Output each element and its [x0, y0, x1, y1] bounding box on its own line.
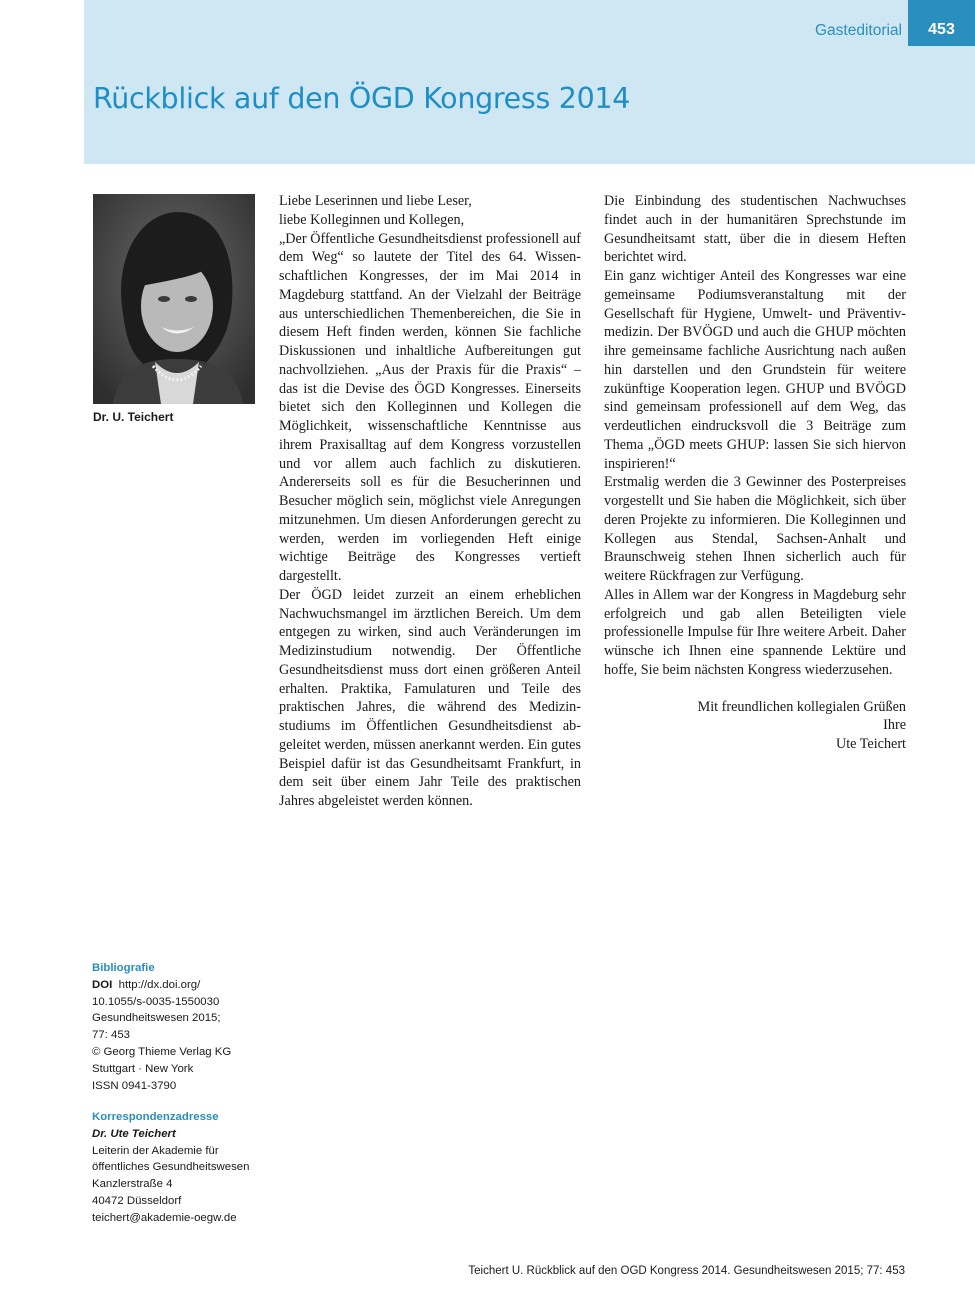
page-number: 453 [928, 21, 955, 38]
portrait-image [93, 194, 255, 404]
closing-block [604, 698, 906, 754]
journal-name: Gesundheitswesen 2015; [92, 1012, 221, 1025]
correspondence-email: teichert@akademie-oegw.de [92, 1211, 237, 1224]
correspondence-city: 40472 Düsseldorf [92, 1194, 182, 1207]
paragraph: Erstmalig werden die 3 Gewinner des Posterpreises vorgestellt und Sie haben die Möglichkeit, sich über deren Projekte zu informieren. Die Kolleginnen und Kollegen aus Stendal, Sachsen-Anhalt und Braunschweig stehen Ihnen sicherlich auch für weitere Rückfragen zur Verfügung. [604, 474, 906, 584]
correspondence-line: öffentliches Gesundheitswesen [92, 1161, 250, 1174]
doi-id: 10.1055/s-0035-1550030 [92, 995, 220, 1008]
issn: ISSN 0941-3790 [92, 1079, 177, 1092]
page-number-box [908, 0, 975, 46]
paragraph: „Der Öffentliche Gesundheitsdienst professionell auf dem Weg“ so lautete der Titel des 64. Wissenschaftlichen Kongresses, der im Mai 2014 in Magdeburg stattfand. An der Vielzahl der Beiträge aus unterschiedlichen Themenbereichen, die Sie in diesem Heft finden werden, können Sie fachliche Diskussionen und inhaltliche Aufbereitungen gut nachvollziehen. „Aus der Praxis für die Praxis“ – das ist die Devise des ÖGD Kongresses. Einerseits bietet sich den Kolleginnen und Kollegen die Möglichkeit, wissenschaftliche Kenntnisse aus ihrem Praxisalltag auf dem Kongress vorzustellen und vor allem auch fachlich zu diskutieren. Andererseits soll es für die Besucherinnen und Besucher möglich sein, möglichst viele Anregungen mitzunehmen. Um diesen Anforderungen gerecht zu werden, werden im vorliegenden Heft einige wichtige Beiträge des Kongresses vertieft dargestellt. [279, 230, 581, 584]
paragraph: Der ÖGD leidet zurzeit an einem erheblichen Nachwuchsmangel im ärztlichen Bereich. Um dem entgegen zu wirken, sind auch Veränderungen im Medizinstudium notwendig. Der Öffentliche Gesundheitsdienst muss dort einen größeren Anteil erhalten. Praktika, Famulaturen und Teile des praktischen Jahres, die während des Medizinstudiums im Öffentlichen Gesundheitsdienst abgeleitet werden, müssen anerkannt werden. Ein gutes Beispiel dafür ist das Gesundheitsamt Frankfurt, in dem seit über einem Jahr Teile des praktischen Jahres abgeleistet werden können. [279, 586, 581, 809]
publisher-place: Stuttgart · New York [92, 1062, 194, 1075]
bibliography-block [92, 960, 231, 1094]
doi-url: http://dx.doi.org/ [118, 978, 201, 991]
section-label: Gasteditorial [814, 22, 902, 39]
correspondence-block [92, 1109, 249, 1227]
correspondence-name: Dr. Ute Teichert [92, 1127, 176, 1140]
greeting-line-2: liebe Kolleginnen und Kollegen, [279, 211, 465, 228]
doi-label: DOI [92, 978, 113, 991]
publisher: © Georg Thieme Verlag KG [92, 1045, 232, 1058]
paragraph: Die Einbindung des studentischen Nachwuchses findet auch in der humanitären Sprechstunde im Gesundheitsamt statt, über die in diesem Heften berichtet wird. [604, 193, 906, 266]
paragraph: Ein ganz wichtiger Anteil des Kongresses war eine gemeinsame Podiumsveranstaltung mit der Gesellschaft für Hygiene, Umwelt- und Präventivmedizin. Der BVÖGD und auch die GHUP möchten ihre gemeinsame fachliche Ausrichtung nach außen hin darstellen und den Grundstein für weitere zukünftige Kooperation legen. GHUP und BVÖGD sind gemeinsam professionell auf dem Weg, das verdeutlichen eindrucksvoll die 3 Beiträge zum Thema „ÖGD meets GHUP: lassen Sie sich hiervon inspirieren!“ [604, 268, 906, 472]
journal-volume: 77: 453 [92, 1029, 131, 1042]
correspondence-heading: Korrespondenzadresse [92, 1111, 219, 1123]
correspondence-street: Kanzlerstraße 4 [92, 1178, 173, 1191]
correspondence-line: Leiterin der Akademie für [92, 1144, 219, 1157]
footer-citation: Teichert U. Rückblick auf den OGD Kongress 2014. Gesundheitswesen 2015; 77: 453 [468, 1265, 905, 1277]
portrait-caption: Dr. U. Teichert [93, 410, 174, 424]
article-title: Rückblick auf den ÖGD Kongress 2014 [93, 82, 631, 115]
paragraph: Alles in Allem war der Kongress in Magdeburg sehr erfolgreich und gab allen Beteiligten viele professionelle Impulse für Ihre weitere Arbeit. Daher wünsche ich Ihnen eine spannende Lektüre und hoffe, Sie beim nächsten Kongress wiederzusehen. [604, 586, 906, 678]
closing-ihre: Ihre [883, 717, 906, 734]
page-header [84, 0, 975, 164]
text-column-2 [604, 192, 906, 754]
greeting-line-1: Liebe Leserinnen und liebe Leser, [279, 193, 472, 209]
closing-signature: Ute Teichert [835, 736, 906, 752]
bibliography-heading: Bibliografie [92, 962, 155, 974]
text-column-1 [279, 192, 581, 811]
closing-salutation: Mit freundlichen kollegialen Grüßen [697, 698, 906, 715]
author-portrait [93, 194, 255, 404]
